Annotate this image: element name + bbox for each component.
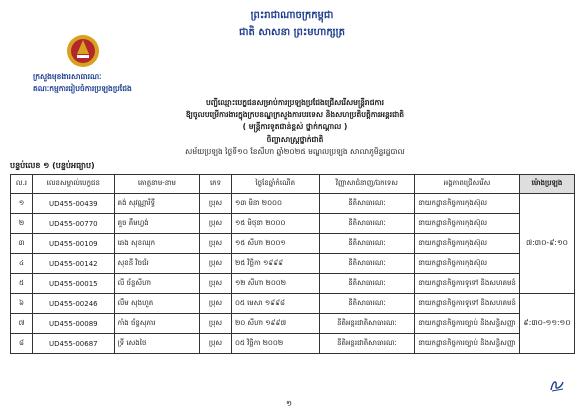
cell-candidate-id: UD455-00687 (32, 334, 114, 354)
cell-subject: នីតិសាធារណៈ (319, 194, 415, 214)
cell-candidate-id: UD455-00109 (32, 234, 114, 254)
nation-line-2: ជាតិ សាសនា ព្រះមហាក្សត្រ (239, 27, 345, 38)
cell-unit: នាយកដ្ឋានកិច្ចការទូទៅ និងសហគមន៍ (415, 274, 520, 294)
header-name: គោត្តនាម-នាម (114, 175, 199, 194)
cell-sex: ប្រុស (200, 314, 232, 334)
cell-unit: នាយកដ្ឋានកិច្ចការកុងស៊ុល (415, 254, 520, 274)
cell-name: គង់ សុវណ្ណារិទ្ធី (114, 194, 199, 214)
cell-sex: ប្រុស (200, 234, 232, 254)
cell-no: ៧ (11, 314, 33, 334)
cell-unit: នាយកដ្ឋានកិច្ចការទូទៅ និងសហគមន៍ (415, 294, 520, 314)
cell-sex: ប្រុស (200, 194, 232, 214)
cell-name: លី ច័ន្ទសីហា (114, 274, 199, 294)
ministry-emblem-icon (66, 34, 100, 68)
cell-sex: ប្រុស (200, 274, 232, 294)
cell-dob: ២៥ វិច្ឆិកា ១៩៩៩ (231, 254, 319, 274)
cell-unit: នាយកដ្ឋានកិច្ចការច្បាប់ និងសន្ធិសញ្ញា (415, 314, 520, 334)
table-row (11, 294, 575, 314)
exam-session-line: សម័យប្រឡង ថ្ងៃទី១០ ខែសីហា ឆ្នាំ២០២៥ មណ្ឌលប្រឡង សាលាភូមិន្ទរដ្ឋបាល (185, 147, 405, 156)
cell-exam-time-2: ៩:៣០-១១:១០ (519, 294, 574, 354)
candidate-table (10, 174, 575, 354)
cell-exam-time-1: ៧:៣០-៩:១០ (519, 194, 574, 294)
cell-no: ៥ (11, 274, 33, 294)
cell-name: គួច គឹមហ្វង់ (114, 214, 199, 234)
table-row (11, 314, 575, 334)
cell-no: ៣ (11, 234, 33, 254)
cell-name: សុខនី វិចជ័រ (114, 254, 199, 274)
cell-no: ៦ (11, 294, 33, 314)
committee-name: គណៈកម្មការរៀបចំការប្រឡងប្រជែង (33, 84, 132, 93)
cell-unit: នាយកដ្ឋានកិច្ចការកុងស៊ុល (415, 214, 520, 234)
cell-unit: នាយកដ្ឋានកិច្ចការច្បាប់ និងសន្ធិសញ្ញា (415, 334, 520, 354)
header-unit: អង្គភាពជ្រើសរើស (415, 175, 520, 194)
cell-sex: ប្រុស (200, 334, 232, 354)
table-row (11, 234, 575, 254)
room-label: បន្ទប់លេខ ១ (បន្ទប់អធ្យាប) (10, 161, 95, 170)
header-no: ល.រ (11, 175, 33, 194)
header-candidate-id: លេខសម្គាល់បេក្ខជន (32, 175, 114, 194)
cell-no: ២ (11, 214, 33, 234)
ministry-name: ក្រសួងមុខងារសាធារណៈ (33, 72, 102, 81)
cell-subject: នីតិអន្តរជាតិសាធារណៈ (319, 314, 415, 334)
table-row (11, 194, 575, 214)
cell-subject: នីតិសាធារណៈ (319, 214, 415, 234)
cell-candidate-id: UD455-00770 (32, 214, 114, 234)
header-exam-time: ម៉ោងប្រឡង (519, 175, 574, 194)
cell-sex: ប្រុស (200, 294, 232, 314)
cell-unit: នាយកដ្ឋានកិច្ចការកុងស៊ុល (415, 234, 520, 254)
header-subject: វិញ្ញាសាជំនាញ/ឯកទេស (319, 175, 415, 194)
cell-name: ទ្រី សេងថៃ (114, 334, 199, 354)
cell-sex: ប្រុស (200, 254, 232, 274)
cell-dob: ០៥ វិច្ឆិកា ២០០២ (231, 334, 319, 354)
cell-subject: នីតិអន្តរជាតិសាធារណៈ (319, 334, 415, 354)
cell-sex: ប្រុស (200, 214, 232, 234)
header-dob: ថ្ងៃខែឆ្នាំកំណើត (231, 175, 319, 194)
cell-dob: ១៥ សីហា ២០០១ (231, 234, 319, 254)
title-line-2: ឱ្យចូលបម្រើការងារក្នុងក្របខណ្ឌក្រសួងការបរទេស និងសហប្រតិបត្តិការអន្តរជាតិ (185, 110, 405, 119)
cell-name: ឆេង សុខឈុក (114, 234, 199, 254)
title-line-1: បញ្ជីឈ្មោះបេក្ខជនសម្រាប់ការប្រឡងប្រជែងជ្រើសរើសមន្ត្រីរាជការ (206, 98, 384, 107)
cell-no: ៤ (11, 254, 33, 274)
table-row (11, 334, 575, 354)
cell-dob: ១៣ មិនា ២០០០ (231, 194, 319, 214)
cell-subject: នីតិសាធារណៈ (319, 234, 415, 254)
cell-candidate-id: UD455-00439 (32, 194, 114, 214)
table-row (11, 274, 575, 294)
header-sex: ភេទ (200, 175, 232, 194)
title-line-4: ចិញ្ចាសាស្ត្រថ្នាក់ជាតិ (266, 135, 324, 144)
table-row (11, 214, 575, 234)
cell-unit: នាយកដ្ឋានកិច្ចការកុងស៊ុល (415, 194, 520, 214)
cell-candidate-id: UD455-00089 (32, 314, 114, 334)
cell-dob: ១៥ មិថុនា ២០០០ (231, 214, 319, 234)
table-header-row (11, 175, 575, 194)
cell-dob: ១២ សីហា ២០០២ (231, 274, 319, 294)
title-line-3: ( មន្ត្រីការទូតជាន់ខ្ពស់ ថ្នាក់កណ្ដាល ) (242, 122, 348, 131)
cell-candidate-id: UD455-00246 (32, 294, 114, 314)
cell-subject: នីតិសាធារណៈ (319, 294, 415, 314)
nation-line-1: ព្រះរាជាណាចក្រកម្ពុជា (250, 10, 334, 21)
cell-name: កាំង ច័ន្ទសុភារ (114, 314, 199, 334)
cell-subject: នីតិសាធារណៈ (319, 254, 415, 274)
cell-subject: នីតិសាធារណៈ (319, 274, 415, 294)
page-number: ១ (286, 399, 293, 408)
cell-dob: ២០ សីហា ១៩៩៧ (231, 314, 319, 334)
cell-dob: ០៥ មេសា ១៩៩៨ (231, 294, 319, 314)
cell-candidate-id: UD455-00142 (32, 254, 114, 274)
cell-no: ៨ (11, 334, 33, 354)
table-row (11, 254, 575, 274)
signature-mark-icon (549, 378, 565, 392)
cell-name: លឹម សុងហួត (114, 294, 199, 314)
cell-candidate-id: UD455-00015 (32, 274, 114, 294)
cell-no: ១ (11, 194, 33, 214)
